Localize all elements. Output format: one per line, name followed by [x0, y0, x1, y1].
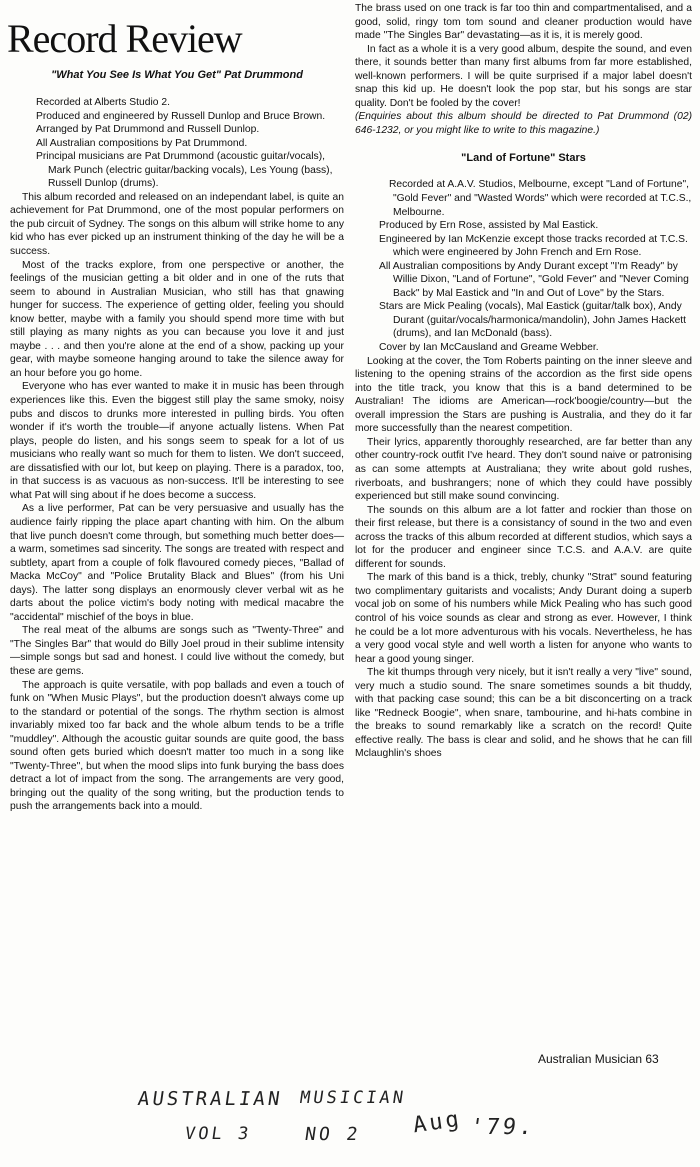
body-paragraph: The kit thumps through very nicely, but it isn't really a very "live" sound, very much a studio sound. The snare sometimes sounds a bit thuddy, with that packing case sound; this can be a bit disconcerting on a track like "Redneck Boogie", when snare, tambourine, and hi-hats combine in the breaks to sound remarkably like a scratch on the record! Quite effective really. The bass is clear and solid, and he shows that he can fill Mclaughlin's shoes: [355, 667, 692, 760]
credit-line: Recorded at Alberts Studio 2.: [36, 97, 170, 108]
handwritten-issue: NO 2: [303, 1124, 362, 1145]
page-footer: Australian Musician 63: [538, 1052, 659, 1066]
handwritten-year: '79.: [468, 1115, 537, 1140]
credit-line: Engineered by Ian McKenzie except those tracks recorded at T.C.S. which were engineered by John French and Ern Rose.: [379, 233, 688, 259]
masthead-title: Record Review: [7, 16, 242, 61]
credit-line: Recorded at A.A.V. Studios, Melbourne, except "Land of Fortune", "Gold Fever" and "Wasted Words" which were recorded at T.C.S., Melbourne.: [389, 179, 692, 218]
body-paragraph: The sounds on this album are a lot fatter and rockier than those on their first release, but there is a consistancy of sound in the two and even across the tracks of this album recorded at different studios, which says a lot for the producer and engineer since T.C.S. and A.A.V. are quite different for sounds.: [355, 504, 692, 570]
body-paragraph: The real meat of the albums are songs such as "Twenty-Three" and "The Singles Bar" that would do Billy Joel proud in their sublime intensity—simple songs but sad and honest. I could live without the comedy, but these are gems.: [10, 625, 344, 677]
body-paragraph: Most of the tracks explore, from one perspective or another, the feelings of the musician getting a bit older and in one of the ruts that seem to abound in Australian Musician, who still has that gnawing hunger for success. The experience of getting older, feeling you should know better, maybe with a family you should spend more time with but still playing as many nights as you can because you love it and just maybe . . . and then you're alone at the end of a show, packing up your gear, with maybe someone hanging around to take the silence away for an hour before you go home.: [10, 259, 344, 379]
credit-line: Arranged by Pat Drummond and Russell Dunlop.: [36, 124, 260, 136]
body-paragraph: The brass used on one track is far too thin and compartmentalised, and a good, solid, ringy tom tom sound and cleaner production would have made "The Singles Bar" devastating—as it is, it is merely good.: [355, 3, 692, 42]
credit-line: Stars are Mick Pealing (vocals), Mal Eastick (guitar/talk box), Andy Durant (guitar/vocals/harmonica/mandolin), John James Hackett (drums), and Ian McDonald (bass).: [379, 301, 687, 340]
body-paragraph: The mark of this band is a thick, trebly, chunky "Strat" sound featuring two complimentary guitarists and vocalists; Andy Durant doing a superb vocal job on some of his numbers while Mick Pealing who has such good control of his voice sounds as clear and strong as ever. However, I think he could be a lot more adventurous with his vocals. Nevertheless, he has a very good vocal style and well worth a listen for anyone who wants to hear a good young singer.: [355, 572, 692, 665]
credit-line: All Australian compositions by Andy Durant except "I'm Ready" by Willie Dixon, "Land of Fortune", "Gold Fever" and "Never Coming Back" by Mal Eastick and "In and Out of Love" by the Stars.: [379, 260, 689, 299]
body-paragraph: This album recorded and released on an independant label, is quite an achievement for Pat Drummond, one of the most popular performers on the pub circuit of Sydney. The songs on this album will strike home to any kid who has ever picked up an instrument thinking of the day he will be a success.: [10, 191, 344, 258]
credit-line: Produced by Ern Rose, assisted by Mal Eastick.: [379, 220, 599, 232]
handwritten-title-2: MUSICIAN: [298, 1088, 408, 1108]
review-heading-pat-drummond: "What You See Is What You Get" Pat Drummond: [51, 69, 303, 81]
enquiry-note: (Enquiries about this album should be directed to Pat Drummond (02) 646-1232, or you might like to write to this magazine.): [355, 111, 692, 136]
credit-line: Principal musicians are Pat Drummond (acoustic guitar/vocals), Mark Punch (electric guitar/backing vocals), Les Young (bass), Russell Dunlop (drums).: [36, 151, 333, 190]
credits-list: [10, 96, 344, 191]
body-paragraph: Looking at the cover, the Tom Roberts painting on the inner sleeve and listening to the opening strains of the accordion as the first side opens into the title track, you know that this is a band determined to be Australian! The idioms are American—rock'boogie/country—but the overall impression the Stars are pushing is Australia, and they do it far more successfully than the nearest competition.: [355, 355, 692, 435]
review-heading-stars: "Land of Fortune" Stars: [461, 152, 586, 165]
body-paragraph: As a live performer, Pat can be very persuasive and usually has the audience fairly ripping the place apart chanting with him. On the album that live punch doesn't come through, but something much better does—a warm, sometimes sad sincerity. The songs are treated with respect and subtlety, apart from a couple of folk flavoured comedy pieces, "Ballad of Macka McCoy" and "Police Brutality Black and Blues" (from his Uni days). The latter song displays an enormously clever verbal wit as he darts about the police victim's body noting with medical macabre the "accidental" mischief of the boys in blue.: [10, 503, 344, 623]
body-paragraph: Their lyrics, apparently thoroughly researched, are far better than any other country-rock outfit I've heard. They don't sound naive or patronising as can some attempts at Australiana; they write about gold rushes, riverboats, and bushrangers; none of which they could have possibly experienced but still make sound convincing.: [355, 436, 692, 503]
handwritten-month: Aug: [411, 1106, 464, 1139]
left-column: [7, 16, 344, 814]
credit-line: All Australian compositions by Pat Drummond.: [36, 137, 248, 149]
handwritten-title: AUSTRALIAN: [136, 1088, 284, 1110]
body-paragraph: Everyone who has ever wanted to make it in music has been through experiences like this. Even the biggest still play the same smoky, noisy pubs and discos to drunks more interested in pulling birds. You often wonder if it's worth the trouble—if anyone actually listens. When Pat plays, people do listen, and his songs seem to speak for a lot of us musicians who really want so much for them to listen. We don't succeed, are dissatisfied with our lot, but keep on playing. There is a paradox, too, in that success is as vacuous as non-success. It'll be interesting to see what Pat will sing about if he does become a success.: [10, 381, 344, 501]
body-paragraph: The approach is quite versatile, with pop ballads and even a touch of funk on "When Music Plays", but the production doesn't always come up to the standard or potential of the songs. The rhythm section is almost invariably mixed too far back and the whole album tends to be a trifle "muddley". Although the acoustic guitar sounds are quite good, the bass sound often gets buried which doesn't matter too much in a song like "Twenty-Three", but when the mood slips into funk burying the bass does detract a lot of impact from the song. The arrangements are very good, bringing out the quality of the song writing, but the production tends to push the arrangements back into a mould.: [10, 679, 344, 813]
handwritten-volume: VOL 3: [183, 1124, 253, 1144]
credit-line: Cover by Ian McCausland and Greame Webber.: [379, 342, 599, 354]
right-column: [355, 2, 692, 761]
credit-line: Produced and engineered by Russell Dunlop and Bruce Brown.: [36, 110, 326, 122]
credits-list: [355, 178, 692, 354]
body-paragraph: In fact as a whole it is a very good album, despite the sound, and even there, it sounds better than many first albums from far more established, well-known performers. I will be quite surprised if a major label doesn't snap this kid up. He doesn't look the pop star, but his songs are star quality. Don't be fooled by the cover!: [355, 43, 692, 109]
